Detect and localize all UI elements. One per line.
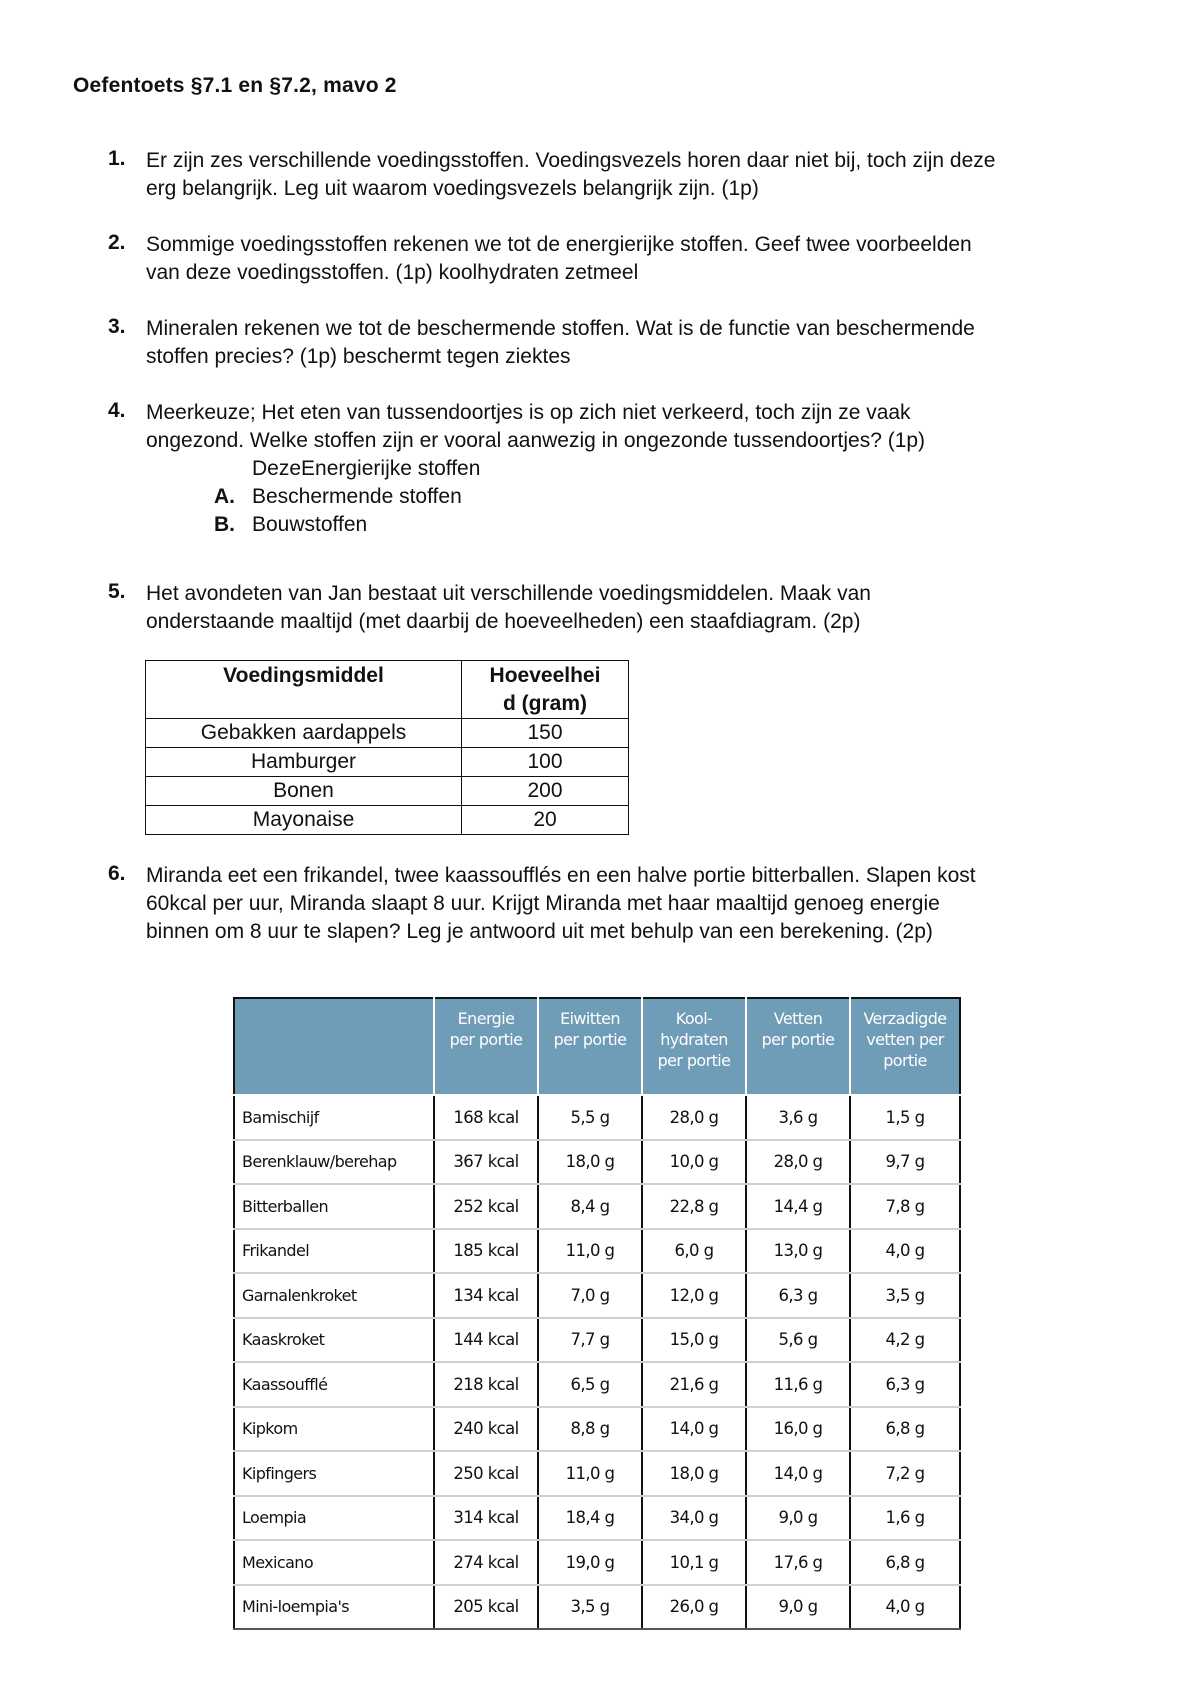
value-cell: 3,6 g (746, 1095, 850, 1140)
column-header: Vetten per portie (746, 998, 850, 1095)
value-cell: 1,6 g (850, 1496, 960, 1541)
value-cell: 9,7 g (850, 1140, 960, 1185)
value-cell: 15,0 g (642, 1318, 746, 1363)
value-cell: 5,5 g (538, 1095, 642, 1140)
value-cell: 17,6 g (746, 1540, 850, 1585)
page-title: Oefentoets §7.1 en §7.2, mavo 2 (73, 74, 397, 97)
value-cell: 4,0 g (850, 1585, 960, 1630)
value-cell: 7,8 g (850, 1184, 960, 1229)
table-row (234, 1585, 960, 1630)
table-cell: 100 (462, 748, 629, 777)
table-row (146, 719, 629, 748)
value-cell: 13,0 g (746, 1229, 850, 1274)
value-cell: 16,0 g (746, 1407, 850, 1452)
food-name-cell: Bitterballen (234, 1184, 434, 1229)
table-body (234, 1095, 960, 1629)
table-row (234, 1540, 960, 1585)
food-name-cell: Berenklauw/berehap (234, 1140, 434, 1185)
value-cell: 6,3 g (850, 1362, 960, 1407)
meal-table (145, 660, 629, 835)
table-row (234, 1184, 960, 1229)
column-header-name (234, 998, 434, 1095)
food-name-cell: Loempia (234, 1496, 434, 1541)
column-header: Voedingsmiddel (146, 661, 462, 719)
value-cell: 205 kcal (434, 1585, 538, 1630)
question-number: 1. (108, 147, 126, 170)
column-header: Energie per portie (434, 998, 538, 1095)
nutrition-table (233, 997, 961, 1630)
value-cell: 3,5 g (850, 1273, 960, 1318)
value-cell: 7,7 g (538, 1318, 642, 1363)
value-cell: 18,4 g (538, 1496, 642, 1541)
column-header: Verzadigde vetten per portie (850, 998, 960, 1095)
nutrition-table-image (233, 997, 959, 1617)
value-cell: 10,0 g (642, 1140, 746, 1185)
value-cell: 14,0 g (746, 1451, 850, 1496)
value-cell: 18,0 g (538, 1140, 642, 1185)
value-cell: 28,0 g (746, 1140, 850, 1185)
value-cell: 11,0 g (538, 1229, 642, 1274)
value-cell: 185 kcal (434, 1229, 538, 1274)
value-cell: 22,8 g (642, 1184, 746, 1229)
table-row (234, 1229, 960, 1274)
table-cell: 150 (462, 719, 629, 748)
table-row (234, 1407, 960, 1452)
table-cell: 20 (462, 806, 629, 835)
document-page: Oefentoets §7.1 en §7.2, mavo 2 1. Er zijn zes verschillende voedingsstoffen. Voedingsvezels horen daar niet bij, toch zijn deze erg belangrijk. Leg uit waarom voedingsvezels belangrijk zijn. (1p) 2. Sommige voedingsstoffen rekenen we tot de energierijke stoffen. Geef twee voorbeelden van deze voedingsstoffen. (1p) koolhydraten zetmeel 3. Mineralen rekenen we tot de beschermende stoffen. Wat is de functie van beschermende stoffen precies? (1p) beschermt tegen ziektes 4. Meerkeuze; Het eten van tussendoortjes is op zich niet verkeerd, toch zijn ze vaak ongezond. Welke stoffen zijn er vooral aanwezig in ongezonde tussendoortjes? (1p) DezeEnergierijke stoffen A. Beschermende stoffen B. Bouwstoffen 5. Het avondeten van Jan bestaat uit verschillende voedingsmiddelen. Maak van onderstaande maaltijd (met daarbij de hoeveelheden) een staafdiagram. (2p) Voedingsmiddel Hoeveelhei d (gram) Gebakken aardappels 150 Hamburger 100 Bonen 200 Mayonaise 20 6. Miranda eet een frikandel, twee kaassoufflés en een halve portie bitterballen. Slapen kost 60kcal per uur, Miranda slaapt 8 uur. Krijgt Miranda met haar maaltijd genoeg energie binnen om 8 uur te slapen? Leg je antwoord uit met behulp van een berekening. (2p) Energie per portie Eiwitten per portie Kool- hydraten per portie Vetten per portie Verzadigde vetten per portie Bamischijf 168 kcal 5,5 g 28,0 g 3,6 g 1,5 g Berenklauw/berehap 367 kcal 18,0 g 10,0 g 28,0 g 9,7 g Bitterballen 252 kcal 8,4 g 22,8 g 14,4 g 7,8 g Frikandel 185 kcal 11,0 g 6,0 g 13,0 g 4,0 g Garnalenkroket 134 kcal 7,0 g 12,0 g 6,3 g 3,5 g Kaaskroket 144 kcal 7,7 g 15,0 g 5,6 g 4,2 g Kaassoufflé 218 kcal 6,5 g 21,6 g 11,6 g 6,3 g Kipkom 240 kcal 8,8 g 14,0 g 16,0 g 6,8 g Kipfingers 250 kcal 11,0 g 18,0 g 14,0 g 7,2 g Loempia 314 kcal 18,4 g 34,0 g 9,0 g 1,6 g Mexicano 274 kcal 19,0 g 10,1 g 17,6 g 6,8 g Mini-loempia's 205 kcal 3,5 g 26,0 g 9,0 g 4,0 g (0, 0, 1200, 1696)
question-text: Het avondeten van Jan bestaat uit verschillende voedingsmiddelen. Maak van onderstaande maaltijd (met daarbij de hoeveelheden) een staafdiagram. (2p) (146, 582, 871, 633)
value-cell: 1,5 g (850, 1095, 960, 1140)
value-cell: 19,0 g (538, 1540, 642, 1585)
table-row (234, 1273, 960, 1318)
question-text: Sommige voedingsstoffen rekenen we tot de energierijke stoffen. Geef twee voorbeelden van deze voedingsstoffen. (1p) koolhydraten zetmeel (146, 233, 972, 284)
value-cell: 3,5 g (538, 1585, 642, 1630)
question-number: 6. (108, 862, 126, 885)
value-cell: 134 kcal (434, 1273, 538, 1318)
value-cell: 14,0 g (642, 1407, 746, 1452)
value-cell: 240 kcal (434, 1407, 538, 1452)
food-name-cell: Kipfingers (234, 1451, 434, 1496)
table-header-row (234, 998, 960, 1095)
food-name-cell: Kaaskroket (234, 1318, 434, 1363)
value-cell: 6,0 g (642, 1229, 746, 1274)
table-row (146, 777, 629, 806)
value-cell: 7,0 g (538, 1273, 642, 1318)
table-row (234, 1451, 960, 1496)
table-cell: Hamburger (146, 748, 462, 777)
food-name-cell: Mini-loempia's (234, 1585, 434, 1630)
value-cell: 6,5 g (538, 1362, 642, 1407)
value-cell: 18,0 g (642, 1451, 746, 1496)
food-name-cell: Garnalenkroket (234, 1273, 434, 1318)
question-number: 4. (108, 399, 126, 422)
value-cell: 21,6 g (642, 1362, 746, 1407)
value-cell: 6,8 g (850, 1540, 960, 1585)
food-name-cell: Mexicano (234, 1540, 434, 1585)
table-row (146, 806, 629, 835)
value-cell: 7,2 g (850, 1451, 960, 1496)
question-text: Miranda eet een frikandel, twee kaassoufflés en een halve portie bitterballen. Slapen kost 60kcal per uur, Miranda slaapt 8 uur. Krijgt Miranda met haar maaltijd genoeg energie binnen om 8 uur te slapen? Leg je antwoord uit met behulp van een berekening. (2p) (146, 864, 976, 943)
value-cell: 8,8 g (538, 1407, 642, 1452)
value-cell: 12,0 g (642, 1273, 746, 1318)
table-row (146, 748, 629, 777)
table-cell: Gebakken aardappels (146, 719, 462, 748)
value-cell: 9,0 g (746, 1496, 850, 1541)
value-cell: 144 kcal (434, 1318, 538, 1363)
table-cell: Bonen (146, 777, 462, 806)
question-text: Meerkeuze; Het eten van tussendoortjes is op zich niet verkeerd, toch zijn ze vaak ongezond. Welke stoffen zijn er vooral aanwezig in ongezonde tussendoortjes? (1p) (146, 401, 926, 452)
value-cell: 14,4 g (746, 1184, 850, 1229)
value-cell: 5,6 g (746, 1318, 850, 1363)
table-row (234, 1318, 960, 1363)
value-cell: 252 kcal (434, 1184, 538, 1229)
value-cell: 274 kcal (434, 1540, 538, 1585)
table-row (234, 1095, 960, 1140)
value-cell: 34,0 g (642, 1496, 746, 1541)
value-cell: 4,2 g (850, 1318, 960, 1363)
value-cell: 168 kcal (434, 1095, 538, 1140)
column-header: Hoeveelhei d (gram) (462, 661, 629, 719)
value-cell: 28,0 g (642, 1095, 746, 1140)
table-row (234, 1362, 960, 1407)
value-cell: 11,0 g (538, 1451, 642, 1496)
value-cell: 26,0 g (642, 1585, 746, 1630)
question-text: Er zijn zes verschillende voedingsstoffen. Voedingsvezels horen daar niet bij, toch zijn deze erg belangrijk. Leg uit waarom voedingsvezels belangrijk zijn. (1p) (146, 149, 996, 200)
column-header: Eiwitten per portie (538, 998, 642, 1095)
table-cell: Mayonaise (146, 806, 462, 835)
question-number: 5. (108, 580, 126, 603)
value-cell: 218 kcal (434, 1362, 538, 1407)
value-cell: 250 kcal (434, 1451, 538, 1496)
food-name-cell: Kaassoufflé (234, 1362, 434, 1407)
question-number: 3. (108, 315, 126, 338)
question-text: Mineralen rekenen we tot de beschermende stoffen. Wat is de functie van beschermende stoffen precies? (1p) beschermt tegen ziektes (146, 317, 975, 368)
question-number: 2. (108, 231, 126, 254)
column-header: Kool- hydraten per portie (642, 998, 746, 1095)
food-name-cell: Frikandel (234, 1229, 434, 1274)
food-name-cell: Bamischijf (234, 1095, 434, 1140)
table-cell: 200 (462, 777, 629, 806)
value-cell: 314 kcal (434, 1496, 538, 1541)
food-name-cell: Kipkom (234, 1407, 434, 1452)
value-cell: 8,4 g (538, 1184, 642, 1229)
table-header-row (146, 661, 629, 719)
value-cell: 4,0 g (850, 1229, 960, 1274)
value-cell: 10,1 g (642, 1540, 746, 1585)
value-cell: 367 kcal (434, 1140, 538, 1185)
value-cell: 11,6 g (746, 1362, 850, 1407)
value-cell: 6,3 g (746, 1273, 850, 1318)
table-row (234, 1496, 960, 1541)
table-row (234, 1140, 960, 1185)
value-cell: 9,0 g (746, 1585, 850, 1630)
value-cell: 6,8 g (850, 1407, 960, 1452)
